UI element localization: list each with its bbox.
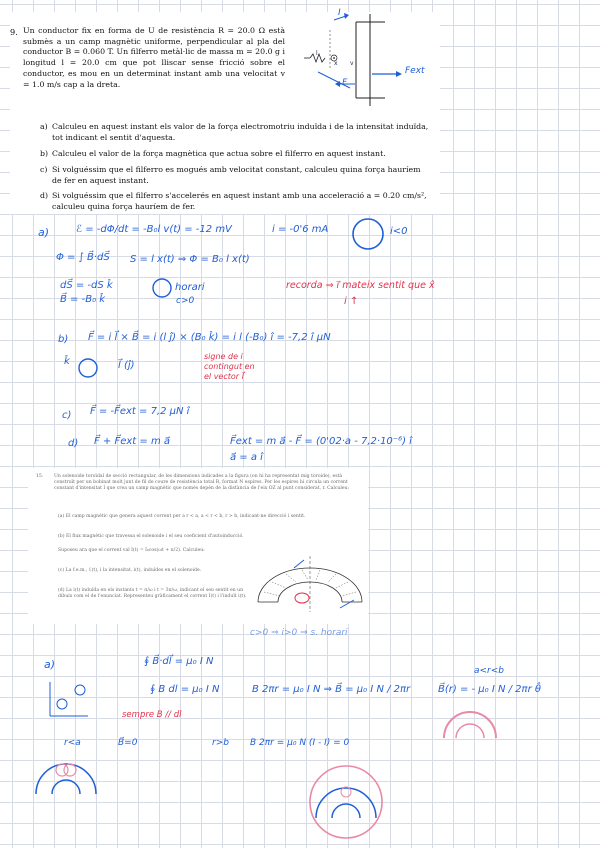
note-a-dir: i<0: [390, 226, 408, 237]
toroid-sketch-right: [306, 762, 386, 842]
note-p15-c: c>0 ⇒ i>0 ⇒ s. horari: [250, 628, 348, 638]
item-a-label: a): [40, 122, 48, 131]
p15-item-a-text: El camp magnètic que genera aquest corrent per a r < a, a < r < b, r > b, indicant-ne direcció i sentit.: [65, 514, 306, 519]
note-l-vec: l⃗ (ĵ): [118, 360, 135, 371]
note-ampere-1: ∮ B⃗·dl⃗ = μ₀ I N: [144, 656, 214, 667]
note-flux-def: Φ = ∫ B⃗·dS⃗: [56, 252, 110, 263]
problem-15-statement: Un solenoide toroïdal de secció rectangular, de les dimensions indicades a la figura (on hi ha representat mig toroide), està construït per un bobinat molt junt de fil de coure de resistència total R, format N espires. Per les espires hi circula un corrent constant d'intensitat I que crea un camp magnètic que només depèn de la distància de l'eix OZ al punt considerat, r. Calculeu:: [54, 474, 350, 492]
note-sempre: sempre B // dl: [122, 710, 182, 720]
note-d-label: d): [68, 438, 79, 449]
half-toroid-figure: [250, 552, 370, 622]
note-c-pos: c>0: [176, 296, 195, 306]
item-c-label: c): [40, 165, 48, 174]
b-direction-circle-icon: [78, 356, 108, 386]
problem-9-statement: Un conductor fix en forma de U de resistència R = 20.0 Ω està submès a un camp magnètic uniforme, perpendicular al pla del conductor B = 0.060 T. Un filferro metàl·lic de massa m = 20.0 g i longitud l = 20.0 cm que pot lliscar sense fricció sobre el conductor, es mou en un determinat instant amb una velocitat v = 1.0 m/s cap a la dreta.: [23, 26, 285, 89]
p15-item-b-text: El flux magnètic que travessa el solenoide i el seu coeficient d'autoinducció.: [66, 534, 244, 539]
problem-9-item-c: [40, 165, 432, 186]
fig-label-v: v: [350, 60, 354, 67]
p15-item-d-text: La i(t) induïda en els instants t = π/ω i t = 3π/ω, indicant el seu sentit en un dibuix com el de l'enunciat. Representeu gràficament el corrent I(t) i l'induït i(t).: [58, 588, 247, 600]
note-red-1: signe de i: [204, 352, 243, 361]
item-b-label: b): [40, 149, 49, 158]
item-c-text: Si volguéssim que el filferro es mogués amb velocitat constant, calculeu quina força hauríem de fer en aquest instant.: [52, 165, 421, 185]
note-a-emf: ℰ = -dΦ/dt = -B₀l v(t) = -12 mV: [76, 224, 232, 235]
p15-item-b-label: (b): [58, 534, 65, 539]
note-b-force: F⃗ = i l⃗ × B⃗ = i (l ĵ) × (B₀ k̂) = i l (-B₀) î = -7,2 î μN: [88, 332, 331, 343]
note-b-zero-outside: B 2πr = μ₀ N (I - I) = 0: [250, 738, 350, 748]
item-d-label: d): [40, 191, 49, 200]
note-b-zero: B⃗=0: [118, 738, 138, 748]
item-b-text: Calculeu el valor de la força magnètica que actua sobre el filferro en aquest instant.: [52, 149, 386, 158]
note-r-lt-a: r<a: [64, 738, 81, 748]
pink-arc-sketch: [440, 704, 500, 744]
item-a-text: Calculeu en aquest instant els valor de la força electromotriu induïda i de la intensitat induïda, tot indicant el sentit d'aquesta.: [52, 122, 429, 142]
p15-item-c-text: La f.e.m., ℰ(t), i la intensitat, i(t), induïdes en el solenoide.: [65, 568, 202, 573]
problem-15-item-b: [58, 534, 358, 540]
note-a-current: i = -0'6 mA: [272, 224, 329, 235]
p15-item-d-label: (d): [58, 588, 65, 593]
note-ds-vec: dS⃗ = -dS k̂: [60, 280, 113, 291]
note-red-2: contingut en: [204, 362, 255, 371]
p15-item-c-label: (c): [58, 568, 65, 573]
problem-15-item-d: [58, 588, 248, 600]
axes-sketch: [40, 676, 100, 726]
current-dir-circle-icon: [350, 216, 390, 256]
note-k-hat: k̂: [64, 356, 70, 367]
u-conductor-figure: [300, 10, 460, 110]
problem-9-item-b: [40, 149, 432, 160]
problem-15-item-c: [58, 568, 248, 574]
p15-item-a-label: (a): [58, 514, 65, 519]
note-c-force: F⃗ = -F⃗ext = 7,2 μN î: [90, 406, 190, 417]
problem-15-item-a: [58, 514, 358, 520]
problem-9-item-a: [40, 122, 432, 143]
fig-label-x: x: [334, 60, 338, 67]
note-c-label: c): [62, 410, 72, 421]
note-ampere-2: ∮ B dl = μ₀ I N: [150, 684, 220, 695]
toroid-sketch-left: [32, 750, 102, 800]
fig-label-force: F: [342, 78, 348, 88]
problem-9-item-d: [40, 191, 432, 212]
fig-label-fext: Fext: [405, 66, 425, 76]
problem-15-middle: Suposeu ara que el corrent val I(t) = I₀cos(ωt + π/2). Calculeu:: [58, 548, 205, 553]
note-b-label: b): [58, 334, 69, 345]
note-d-fext: F⃗ext = m a⃗ - F⃗ = (0'02·a - 7,2·10⁻⁶) î: [230, 436, 412, 447]
note-horari: horari: [175, 282, 205, 293]
note-red-3: el vector l⃗: [204, 372, 244, 381]
note-r-gt-b: r>b: [212, 738, 229, 748]
note-i-up: i ↑: [344, 296, 359, 307]
note-d-accel: a⃗ = a î: [230, 452, 263, 463]
fig-label-current: I: [338, 8, 341, 18]
note-a-label: a): [38, 226, 50, 239]
note-flux-sub: S = l x(t) ⇒ Φ = B₀ l x(t): [130, 254, 250, 265]
note-p15-a: a): [44, 658, 56, 671]
note-b-vec: B⃗ = -B₀ k̂: [60, 294, 106, 305]
note-ampere-3: B 2πr = μ₀ I N ⇒ B⃗ = μ₀ I N / 2πr: [252, 684, 411, 695]
note-ampere-4: B⃗(r) = - μ₀ I N / 2πr θ̂: [438, 684, 541, 695]
note-range-mid: a<r<b: [474, 666, 505, 676]
problem-9-number: 9.: [10, 27, 18, 37]
fig-label-l: l: [316, 50, 318, 57]
problem-15-number: 15.: [36, 474, 44, 479]
item-d-text: Si volguéssim que el filferro s'accelerés en aquest instant amb una acceleració a = 0.20 cm/s², calculeu quina força hauríem de fer.: [52, 191, 427, 211]
note-recorda: recorda ⇒ i⃗ mateix sentit que x̂: [286, 280, 435, 291]
note-d-force: F⃗ + F⃗ext = m a⃗: [94, 436, 171, 447]
